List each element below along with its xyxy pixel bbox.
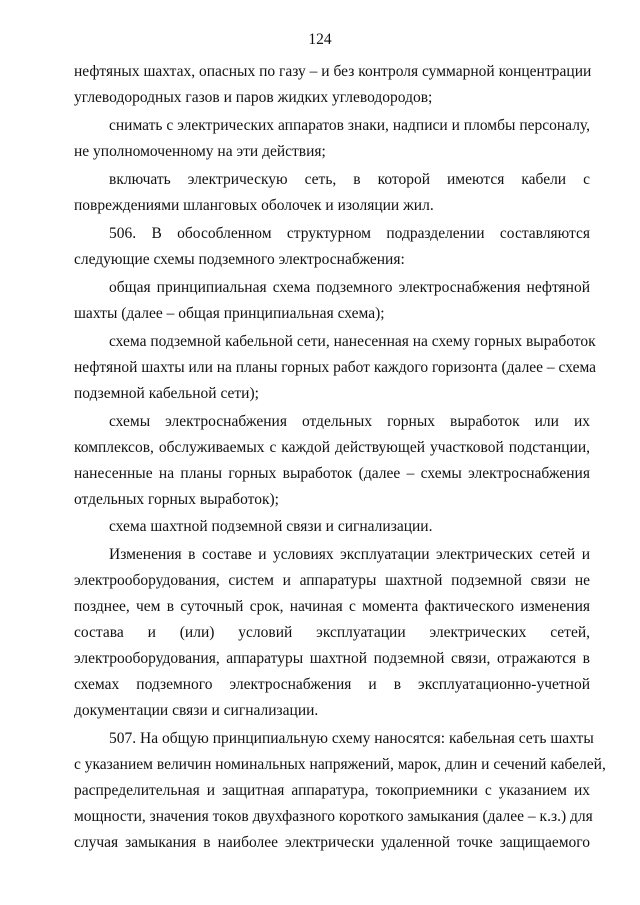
text-line: шахты (далее – общая принципиальная схема); [74, 305, 385, 322]
text-line: углеводородных газов и паров жидких углеводородов; [74, 89, 433, 106]
text-line: нефтяной шахты или на планы горных работ каждого горизонта (далее – схема [74, 359, 597, 376]
text-line: общая принципиальная схема подземного электроснабжения нефтяной [109, 279, 590, 296]
text-line: с указанием величин номинальных напряжений, марок, длин и сечений кабелей, [74, 756, 606, 773]
text-line: 506. В обособленном структурном подразделении составляются [109, 225, 590, 242]
text-line: позднее, чем в суточный срок, начиная с момента фактического изменения [74, 598, 590, 615]
text-line: Изменения в составе и условиях эксплуатации электрических сетей и [109, 546, 590, 563]
text-line: нефтяных шахтах, опасных по газу – и без контроля суммарной концентрации [74, 63, 592, 80]
text-line: включать электрическую сеть, в которой имеются кабели с [109, 171, 590, 188]
text-line: схема шахтной подземной связи и сигнализации. [109, 518, 433, 535]
text-line: состава и (или) условий эксплуатации электрических сетей, [74, 624, 590, 641]
text-line: схема подземной кабельной сети, нанесенная на схему горных выработок [109, 333, 596, 350]
text-line: отдельных горных выработок); [74, 491, 279, 508]
text-line: документации связи и сигнализации. [74, 702, 319, 719]
text-line: снимать с электрических аппаратов знаки, надписи и пломбы персоналу, [109, 117, 590, 134]
text-line: нанесенные на планы горных выработок (далее – схемы электроснабжения [74, 465, 590, 482]
text-line: схемах подземного электроснабжения и в эксплуатационно-учетной [74, 676, 590, 693]
text-line: подземной кабельной сети); [74, 385, 259, 402]
text-line: электрооборудования, систем и аппаратуры шахтной подземной связи не [74, 572, 590, 589]
text-line: схемы электроснабжения отдельных горных выработок или их [109, 413, 590, 430]
text-line: случая замыкания в наиболее электрически удаленной точке защищаемого [74, 834, 590, 851]
text-line: мощности, значения токов двухфазного короткого замыкания (далее – к.з.) для [74, 808, 593, 825]
text-line: распределительная и защитная аппаратура, токоприемники с указанием их [74, 782, 590, 799]
text-line: 507. На общую принципиальную схему наносятся: кабельная сеть шахты [109, 730, 594, 747]
text-line: повреждениями шланговых оболочек и изоляции жил. [74, 197, 434, 214]
text-line: электрооборудования, аппаратуры шахтной подземной связи, отражаются в [74, 650, 590, 667]
text-line: комплексов, обслуживаемых с каждой действующей участковой подстанции, [74, 439, 590, 456]
text-line: следующие схемы подземного электроснабжения: [74, 251, 405, 268]
page-number: 124 [308, 31, 332, 48]
text-line: не уполномоченному на эти действия; [74, 143, 326, 160]
